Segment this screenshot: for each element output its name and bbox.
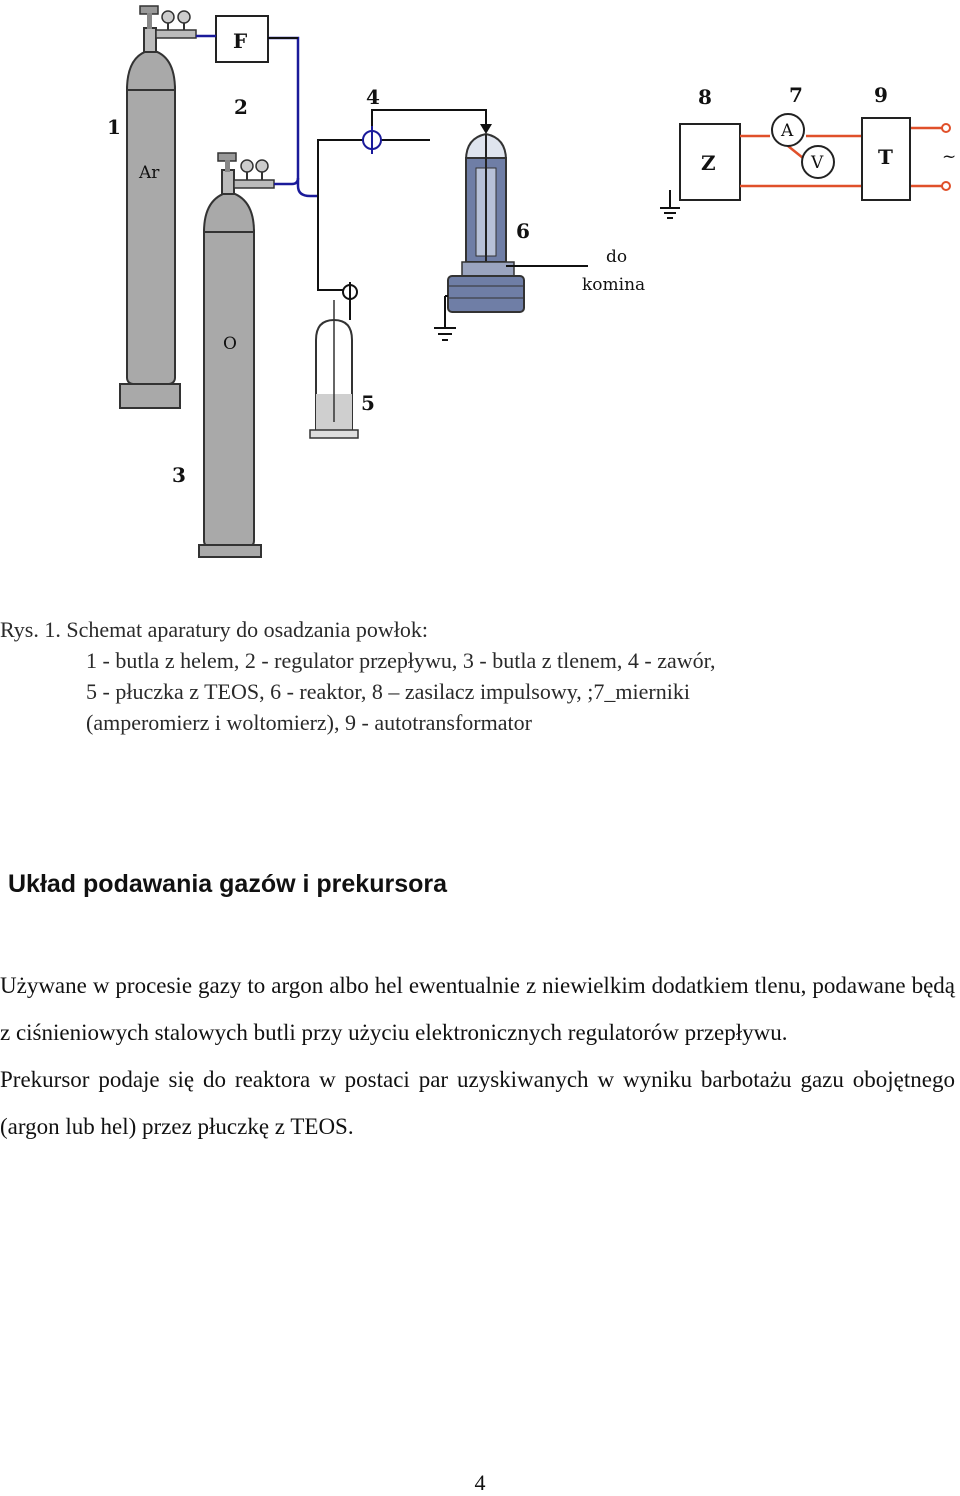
label-exhaust-2: komina: [582, 275, 646, 295]
label-flow: F: [233, 29, 248, 53]
label-oxygen: O: [223, 334, 237, 354]
label-power: Z: [701, 151, 716, 175]
wires: [740, 128, 946, 186]
label-exhaust-1: do: [606, 247, 628, 267]
label-ac: ~: [942, 147, 957, 167]
terminal: [942, 182, 950, 190]
caption-line-3: 5 - płuczka z TEOS, 6 - reaktor, 8 – zasilacz impulsowy, ;7_mierniki: [86, 679, 690, 704]
inlet-arrow-icon: [480, 124, 492, 134]
argon-cylinder: [120, 6, 196, 408]
label-argon: Ar: [139, 163, 160, 183]
reactor: [448, 134, 524, 312]
paragraph: Prekursor podaje się do reaktora w postaci par uzyskiwanych w wyniku barbotażu gazu obojętnego (argon lub hel) przez płuczkę z TEOS.: [0, 1067, 955, 1139]
label-ammeter: A: [781, 121, 794, 141]
label-transformer: T: [878, 145, 893, 169]
label-6: 6: [516, 219, 530, 243]
label-voltmeter: V: [811, 153, 824, 173]
label-5: 5: [361, 391, 375, 415]
label-3: 3: [172, 463, 186, 487]
terminal: [942, 124, 950, 132]
label-8: 8: [698, 85, 712, 109]
teos-bubbler: [310, 300, 358, 438]
valve: [363, 126, 381, 154]
section-body: [0, 962, 955, 1150]
label-1: 1: [107, 115, 121, 139]
paragraph: Używane w procesie gazy to argon albo hel ewentualnie z niewielkim dodatkiem tlenu, podawane będą z ciśnieniowych stalowych butli przy użyciu elektronicznych regulatorów przepływu.: [0, 973, 955, 1045]
caption-line-4: (amperomierz i woltomierz), 9 - autotransformator: [86, 710, 532, 735]
caption-line-1: Rys. 1. Schemat aparatury do osadzania powłok:: [0, 617, 429, 642]
label-7: 7: [789, 83, 803, 107]
label-9: 9: [874, 83, 888, 107]
figure-caption: [0, 614, 940, 738]
page-number: 4: [474, 1470, 486, 1495]
section-heading: Układ podawania gazów i prekursora: [8, 870, 448, 898]
valve-small: [343, 282, 357, 302]
caption-line-2: 1 - butla z helem, 2 - regulator przepływu, 3 - butla z tlenem, 4 - zawór,: [86, 648, 716, 673]
apparatus-diagram: [0, 0, 960, 580]
label-2: 2: [234, 95, 248, 119]
ground-icon-2: [660, 190, 680, 218]
oxygen-cylinder: [199, 153, 274, 557]
label-4: 4: [366, 85, 380, 109]
